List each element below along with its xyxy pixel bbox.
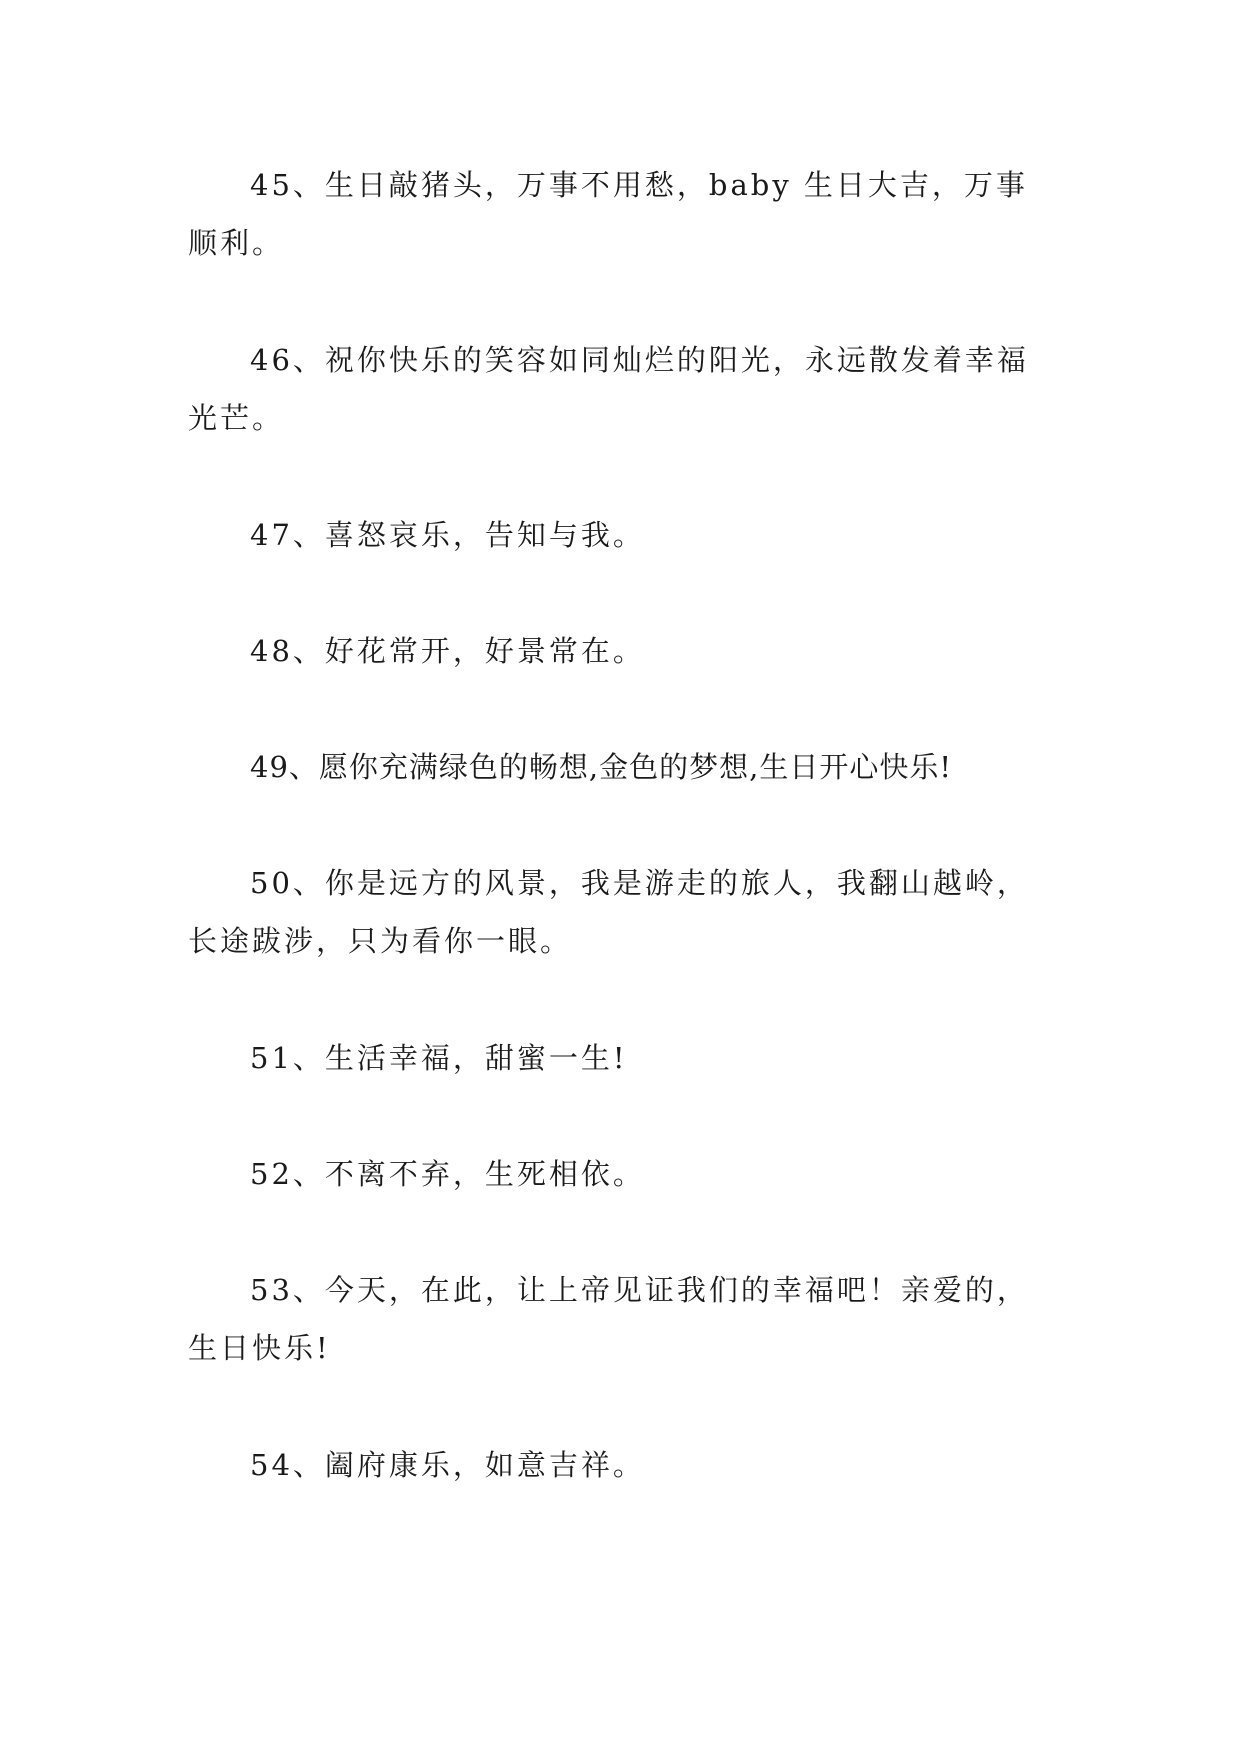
wish-item-48: 48、好花常开，好景常在。 — [250, 634, 645, 668]
wish-item-54: 54、阖府康乐，如意吉祥。 — [250, 1448, 645, 1482]
wish-item-50: 50、你是远方的风景，我是游走的旅人，我翻山越岭，长途跋涉，只为看你一眼。 — [188, 866, 1029, 958]
wish-item-53: 53、今天，在此，让上帝见证我们的幸福吧！亲爱的，生日快乐! — [188, 1273, 1029, 1365]
wish-item-47: 47、喜怒哀乐，告知与我。 — [250, 518, 645, 552]
wish-item-51: 51、生活幸福，甜蜜一生! — [250, 1041, 628, 1075]
wish-item-45: 45、生日敲猪头，万事不用愁，baby 生日大吉，万事顺利。 — [188, 168, 1028, 260]
wish-item-49: 49、愿你充满绿色的畅想,金色的梦想,生日开心快乐! — [250, 750, 952, 784]
wish-item-52: 52、不离不弃，生死相依。 — [250, 1157, 645, 1191]
wish-item-46: 46、祝你快乐的笑容如同灿烂的阳光，永远散发着幸福光芒。 — [188, 343, 1029, 435]
